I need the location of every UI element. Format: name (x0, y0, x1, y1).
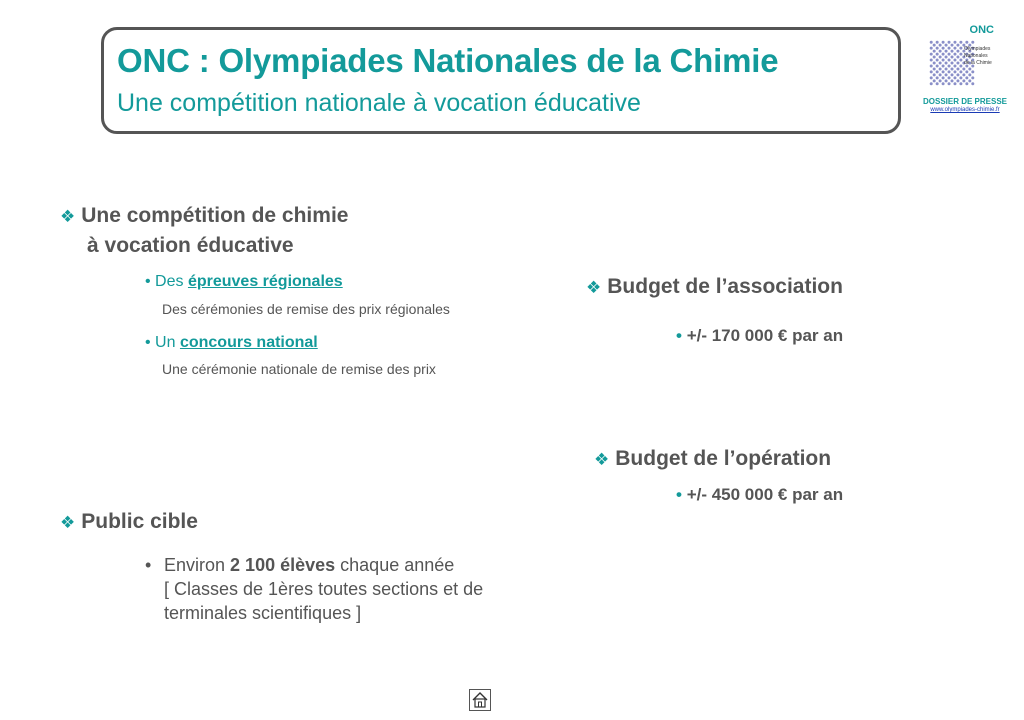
diamond-bullet-icon: ❖ (586, 278, 602, 297)
logo-dot (948, 82, 951, 85)
logo-dot (971, 41, 974, 44)
logo-dot (959, 41, 962, 44)
logo-dot (968, 79, 971, 82)
logo-dot (953, 76, 956, 79)
budget-operation-heading (594, 447, 831, 471)
title-box (101, 27, 901, 134)
competition-heading-line1: Une compétition de chimie (81, 204, 349, 227)
logo-dot (956, 73, 959, 76)
logo-dot (945, 67, 948, 70)
public-suffix: chaque année (335, 555, 455, 575)
regional-events-link[interactable]: épreuves régionales (187, 273, 343, 290)
logo-dot (965, 70, 968, 73)
logo-dot (962, 79, 965, 82)
bullet-icon: • (676, 326, 682, 345)
home-icon (470, 690, 490, 710)
public-detail-line1: [ Classes de 1ères toutes sections et de (164, 579, 484, 599)
regional-item (145, 273, 343, 291)
logo-dot (956, 44, 959, 47)
competition-heading (60, 204, 348, 228)
logo-dot (936, 41, 939, 44)
logo-dot (945, 50, 948, 53)
logo-dot (945, 44, 948, 47)
logo-dot (939, 44, 942, 47)
logo-dot (953, 41, 956, 44)
logo-dot (965, 41, 968, 44)
logo-dot (945, 79, 948, 82)
logo-dot (930, 59, 933, 62)
logo-dot (959, 47, 962, 50)
logo-line: Olympiades (964, 46, 991, 52)
logo-dot (936, 76, 939, 79)
logo-dot (959, 64, 962, 67)
logo-dot (959, 76, 962, 79)
regional-prefix: Des (150, 273, 188, 290)
logo-dot (956, 79, 959, 82)
logo-dot (951, 62, 954, 65)
logo-dot (933, 73, 936, 76)
logo-dot (956, 50, 959, 53)
press-kit-label: DOSSIER DE PRESSE (922, 97, 1008, 106)
logo-dot (956, 62, 959, 65)
logo-dot (971, 70, 974, 73)
logo-dot (951, 44, 954, 47)
public-line1 (164, 553, 544, 577)
public-detail-line2: terminales scientifiques ] (164, 603, 362, 623)
logo-dot (965, 82, 968, 85)
logo-dot (971, 82, 974, 85)
logo-dot (968, 67, 971, 70)
logo-dot (968, 73, 971, 76)
logo-dot (939, 67, 942, 70)
website-link[interactable]: www.olympiades-chimie.fr (930, 107, 1000, 113)
logo-dot (930, 41, 933, 44)
logo-dot (953, 53, 956, 56)
diamond-bullet-icon: ❖ (60, 513, 76, 532)
logo-dot (945, 62, 948, 65)
logo-dot (942, 64, 945, 67)
public-count: 2 100 élèves (230, 555, 336, 575)
logo-dot (948, 64, 951, 67)
logo-dot (948, 41, 951, 44)
logo-dot (948, 53, 951, 56)
logo-dot (936, 53, 939, 56)
logo-dot (956, 67, 959, 70)
logo-dot (959, 59, 962, 62)
logo-dot (942, 53, 945, 56)
logo-dot (951, 56, 954, 59)
logo-dot (939, 73, 942, 76)
logo-dot (930, 47, 933, 50)
logo-dot (942, 70, 945, 73)
home-button[interactable] (469, 689, 491, 711)
logo-dot (933, 79, 936, 82)
logo-line: de la Chimie (964, 60, 992, 66)
logo-dot (933, 67, 936, 70)
logo-line: Nationales (964, 53, 988, 59)
public-desc (164, 553, 544, 625)
logo-dot (936, 64, 939, 67)
budget-association-label: Budget de l’association (607, 275, 843, 298)
logo-dot (939, 56, 942, 59)
budget-operation-amount: +/- 450 000 € par an (686, 485, 844, 504)
national-prefix: Un (150, 334, 180, 351)
bullet-icon: • (145, 273, 151, 290)
logo-dot (930, 64, 933, 67)
budget-operation-label: Budget de l’opération (615, 447, 832, 470)
logo-dot (939, 79, 942, 82)
bullet-icon: • (145, 334, 151, 351)
logo-dot (951, 67, 954, 70)
logo-dot (948, 59, 951, 62)
logo-dot (962, 73, 965, 76)
logo-dot (942, 41, 945, 44)
logo-dot (945, 73, 948, 76)
logo-dot (959, 82, 962, 85)
budget-association-value (676, 326, 843, 346)
logo-dot (936, 70, 939, 73)
logo-dot (959, 53, 962, 56)
logo-acronym: ONC (969, 24, 994, 36)
diamond-bullet-icon: ❖ (60, 207, 76, 226)
logo-dot (933, 50, 936, 53)
public-heading (60, 510, 198, 534)
page-title: ONC : Olympiades Nationales de la Chimie (117, 42, 779, 79)
regional-desc: Des cérémonies de remise des prix régionales (162, 301, 450, 317)
logo-dot (930, 53, 933, 56)
logo-dot (930, 76, 933, 79)
budget-association-amount: +/- 170 000 € par an (686, 326, 844, 345)
logo-dot (942, 59, 945, 62)
bullet-icon: • (145, 555, 152, 575)
logo-dot (942, 82, 945, 85)
logo-dot (936, 82, 939, 85)
budget-association-heading (586, 275, 843, 299)
logo-dot (930, 70, 933, 73)
logo-dot (953, 59, 956, 62)
logo-dot (951, 50, 954, 53)
budget-operation-value (676, 485, 843, 505)
logo-dot (933, 56, 936, 59)
logo-dot (953, 64, 956, 67)
logo-dot (930, 82, 933, 85)
logo-dot (962, 67, 965, 70)
logo-dot (936, 47, 939, 50)
logo-dot (959, 70, 962, 73)
logo-dot (948, 76, 951, 79)
logo-dot (948, 70, 951, 73)
public-heading-label: Public cible (81, 510, 198, 533)
page-subtitle: Une compétition nationale à vocation éducative (117, 89, 641, 117)
logo-dot (951, 79, 954, 82)
logo-dot (948, 47, 951, 50)
national-item (145, 334, 318, 352)
logo-dot (933, 62, 936, 65)
logo-dot (971, 76, 974, 79)
logo-dot (942, 47, 945, 50)
logo-dot (939, 62, 942, 65)
onc-logo (918, 18, 1018, 118)
logo-dot (965, 76, 968, 79)
logo-dot (956, 56, 959, 59)
logo-dot (953, 47, 956, 50)
diamond-bullet-icon: ❖ (594, 450, 610, 469)
logo-dot (942, 76, 945, 79)
logo-dot (933, 44, 936, 47)
public-prefix: Environ (164, 555, 231, 575)
national-contest-link[interactable]: concours national (179, 334, 318, 351)
logo-dot (936, 59, 939, 62)
logo-dot (953, 82, 956, 85)
competition-heading-line2: à vocation éducative (87, 234, 294, 257)
logo-dot (953, 70, 956, 73)
national-desc: Une cérémonie nationale de remise des prix (162, 361, 436, 377)
logo-lines (964, 46, 992, 67)
bullet-icon: • (676, 485, 682, 504)
public-bullet (145, 553, 151, 577)
logo-dot (945, 56, 948, 59)
logo-dot (951, 73, 954, 76)
logo-dot (939, 50, 942, 53)
